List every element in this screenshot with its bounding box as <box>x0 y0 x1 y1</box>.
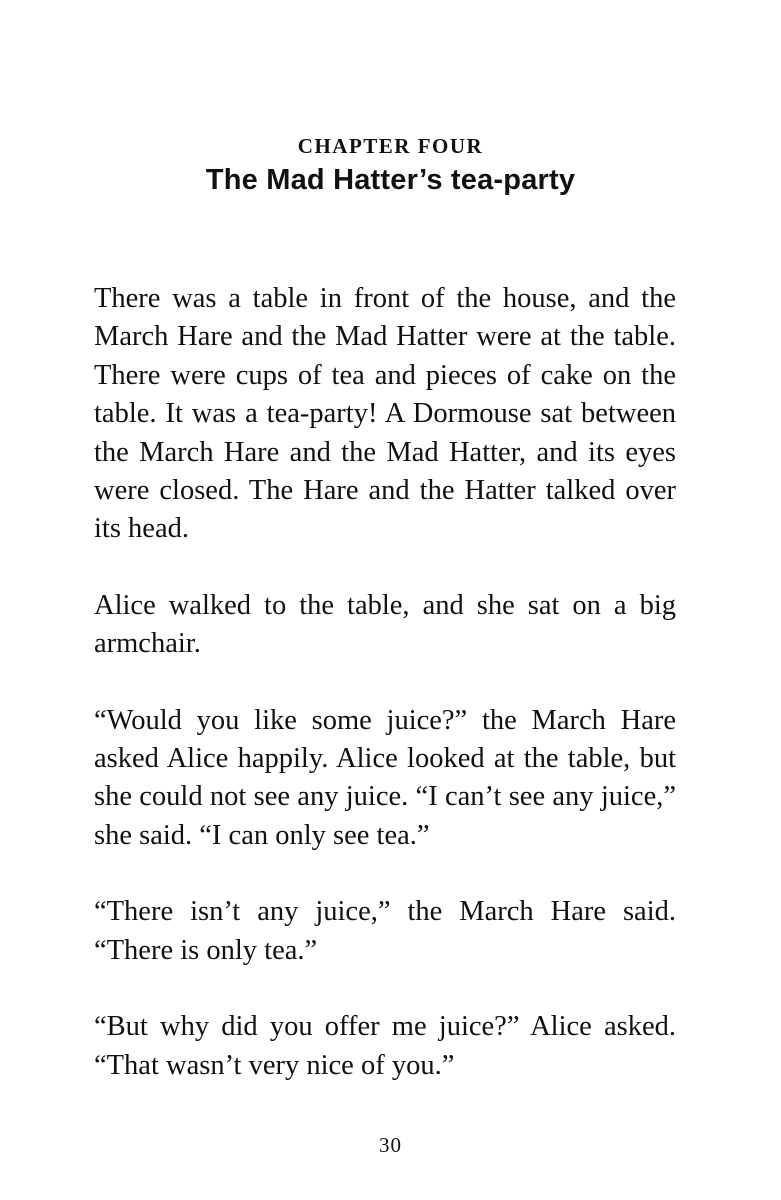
chapter-body <box>94 280 676 1123</box>
paragraph: “Would you like some juice?” the March Hare asked Alice happily. Alice looked at the table, but she could not see any juice. “I can’t see any juice,” she said. “I can only see tea.” <box>94 704 676 851</box>
page-number: 30 <box>379 1133 402 1157</box>
chapter-label: CHAPTER FOUR <box>297 134 484 158</box>
paragraph: “But why did you offer me juice?” Alice asked. “That wasn’t very nice of you.” <box>94 1011 676 1081</box>
chapter-title: The Mad Hatter’s tea-party <box>205 164 576 196</box>
paragraph: Alice walked to the table, and she sat on a big armchair. <box>94 589 676 660</box>
paragraph: There was a table in front of the house, and the March Hare and the Mad Hatter were at the table. There were cups of tea and pieces of cake on the table. It was a tea-party! A Dormouse sat between the March Hare and the Mad Hatter, and its eyes were closed. The Hare and the Hatter talked over its head. <box>94 283 676 545</box>
paragraph: “There isn’t any juice,” the March Hare said. “There is only tea.” <box>94 896 676 966</box>
